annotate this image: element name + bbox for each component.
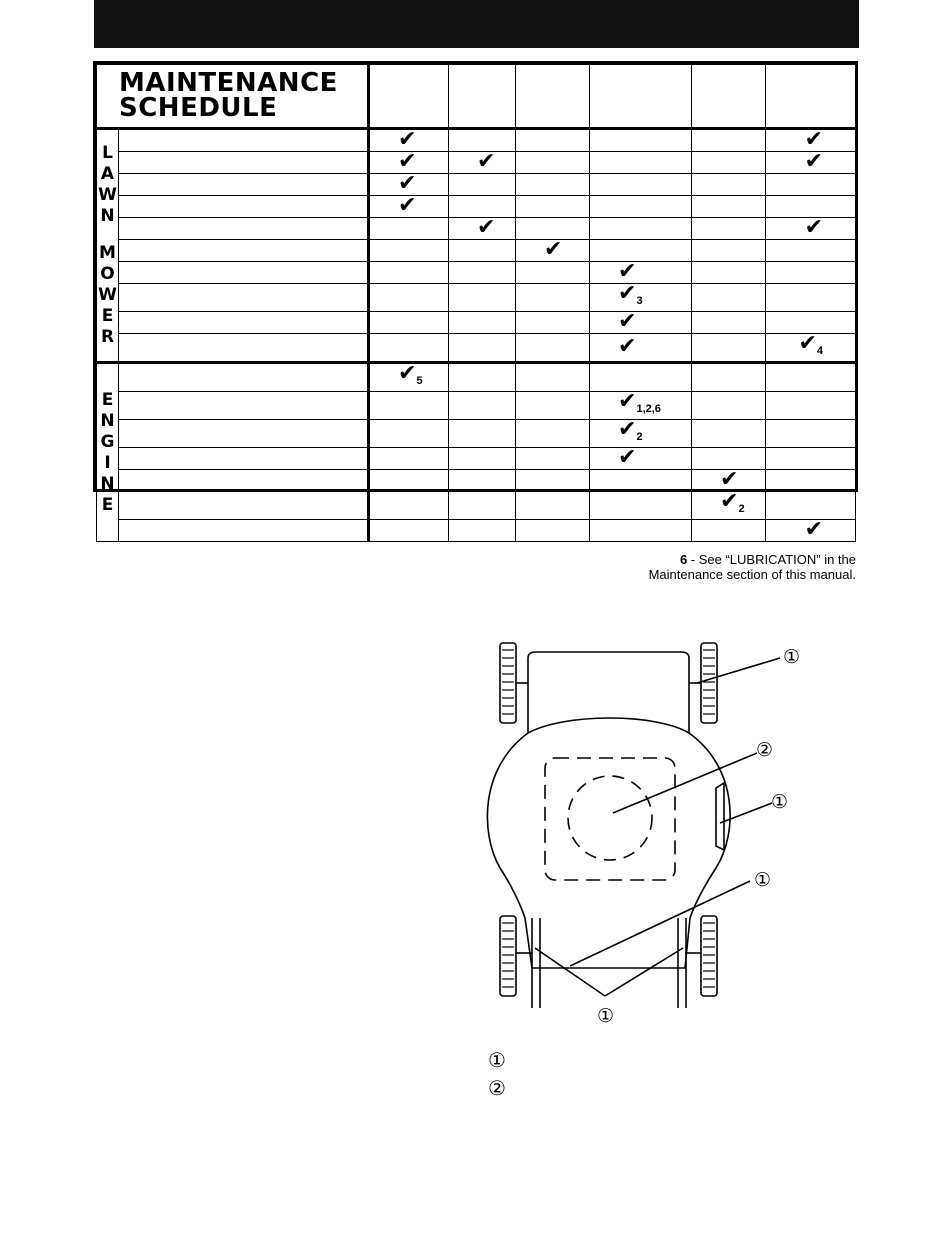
task-cell xyxy=(119,240,369,262)
footnote-line1: - See “LUBRICATION” in the xyxy=(687,552,856,567)
interval-cell xyxy=(449,420,516,448)
checkmark-icon xyxy=(720,489,745,514)
checkmark-icon xyxy=(618,417,643,442)
section-label-letter: G xyxy=(100,431,115,452)
interval-cell xyxy=(516,174,590,196)
interval-cell xyxy=(692,174,766,196)
footnote-ref: 1,2,6 xyxy=(636,403,661,415)
checkmark-icon xyxy=(805,517,823,542)
section-label-letter: I xyxy=(104,452,111,473)
interval-cell xyxy=(590,218,692,240)
callout-1-front-axle: ① xyxy=(754,869,772,891)
checkmark-icon xyxy=(618,389,661,414)
interval-cell xyxy=(766,392,856,420)
section-label-letter: E xyxy=(101,389,114,410)
interval-cell xyxy=(692,420,766,448)
interval-cell xyxy=(692,489,766,520)
interval-cell xyxy=(449,149,516,174)
footnote-ref: 2 xyxy=(636,431,643,443)
maintenance-schedule-table xyxy=(93,61,858,542)
footnote-ref: 5 xyxy=(416,375,423,387)
task-cell xyxy=(119,392,369,420)
interval-cell xyxy=(516,363,590,392)
interval-cell xyxy=(369,520,449,542)
interval-cell xyxy=(590,445,692,470)
footnote-number: 6 xyxy=(679,552,688,567)
task-cell xyxy=(119,174,369,196)
interval-cell xyxy=(516,312,590,334)
interval-cell xyxy=(449,334,516,363)
schedule-title xyxy=(97,65,369,129)
checkmark-glyph: ✔ xyxy=(398,361,417,386)
interval-cell xyxy=(449,284,516,312)
interval-cell xyxy=(516,520,590,542)
callout-1-front-wheels: ① xyxy=(597,1005,615,1027)
header-bar xyxy=(94,0,859,48)
interval-cell xyxy=(516,152,590,174)
lawn-mower-row xyxy=(97,240,856,262)
checkmark-glyph: ✔ xyxy=(618,309,637,334)
interval-cell xyxy=(692,262,766,284)
engine-row xyxy=(97,392,856,420)
checkmark-icon xyxy=(544,237,562,262)
interval-cell xyxy=(766,215,856,240)
engine-row xyxy=(97,448,856,470)
interval-cell xyxy=(766,448,856,470)
checkmark-glyph: ✔ xyxy=(398,193,417,218)
interval-cell xyxy=(449,215,516,240)
checkmark-glyph: ✔ xyxy=(804,149,824,174)
interval-cell xyxy=(766,284,856,312)
interval-cell xyxy=(766,240,856,262)
section-label-letter: R xyxy=(100,327,115,347)
interval-cell xyxy=(449,312,516,334)
checkmark-glyph: ✔ xyxy=(804,215,824,240)
section-label-letter xyxy=(97,227,118,243)
interval-cell xyxy=(766,174,856,196)
checkmark-icon xyxy=(798,331,823,356)
section-label-letter: L xyxy=(102,143,113,163)
interval-cell xyxy=(590,520,692,542)
section-label-letter: W xyxy=(98,285,117,305)
section-label-letter: N xyxy=(100,473,115,494)
checkmark-glyph: ✔ xyxy=(398,127,417,152)
interval-cell xyxy=(590,129,692,152)
callout-1-chute: ① xyxy=(771,791,789,813)
interval-cell xyxy=(692,520,766,542)
section-label-engine xyxy=(97,363,119,542)
interval-cell xyxy=(766,420,856,448)
interval-cell xyxy=(692,152,766,174)
checkmark-glyph: ✔ xyxy=(798,331,817,356)
interval-cell xyxy=(516,196,590,218)
interval-cell xyxy=(449,174,516,196)
footnote-ref: 4 xyxy=(816,345,824,357)
interval-cell xyxy=(692,392,766,420)
interval-cell xyxy=(369,193,449,218)
interval-cell xyxy=(449,240,516,262)
section-label-lawn-mower xyxy=(97,129,119,363)
legend-item-1: ① xyxy=(488,1050,506,1072)
interval-cell xyxy=(369,392,449,420)
interval-cell xyxy=(369,262,449,284)
interval-cell xyxy=(516,334,590,363)
interval-cell xyxy=(590,363,692,392)
interval-cell xyxy=(590,309,692,334)
interval-cell xyxy=(692,284,766,312)
interval-header-6 xyxy=(766,65,856,129)
interval-cell xyxy=(449,363,516,392)
interval-cell xyxy=(590,152,692,174)
interval-cell xyxy=(692,196,766,218)
interval-cell xyxy=(449,392,516,420)
interval-cell xyxy=(369,420,449,448)
interval-cell xyxy=(369,312,449,334)
interval-cell xyxy=(516,448,590,470)
interval-cell xyxy=(369,363,449,392)
section-label-letter: N xyxy=(100,410,115,431)
interval-cell xyxy=(692,363,766,392)
interval-cell xyxy=(449,520,516,542)
interval-cell xyxy=(766,331,856,363)
task-cell xyxy=(119,420,369,448)
checkmark-icon xyxy=(805,149,823,174)
checkmark-glyph: ✔ xyxy=(544,237,563,262)
interval-cell xyxy=(692,312,766,334)
task-cell xyxy=(119,470,369,492)
interval-header-1 xyxy=(369,65,449,129)
interval-cell xyxy=(692,129,766,152)
interval-cell xyxy=(369,284,449,312)
interval-cell xyxy=(369,334,449,363)
task-cell xyxy=(119,334,369,363)
interval-cell xyxy=(516,129,590,152)
task-cell xyxy=(119,152,369,174)
section-label-letter: A xyxy=(100,164,115,184)
interval-header-5 xyxy=(692,65,766,129)
section-label-letter: E xyxy=(101,306,114,326)
section-label-letter: W xyxy=(98,185,117,205)
footnote-ref: 3 xyxy=(636,295,643,307)
interval-cell xyxy=(449,448,516,470)
checkmark-icon xyxy=(618,334,636,359)
interval-cell xyxy=(766,149,856,174)
interval-cell xyxy=(692,218,766,240)
schedule-title-line1: MAINTENANCE xyxy=(119,68,338,98)
interval-cell xyxy=(516,492,590,520)
engine-row xyxy=(97,520,856,542)
interval-cell xyxy=(516,420,590,448)
interval-cell xyxy=(590,174,692,196)
interval-cell xyxy=(449,492,516,520)
checkmark-icon xyxy=(398,361,423,386)
interval-cell xyxy=(590,492,692,520)
checkmark-glyph: ✔ xyxy=(618,259,637,284)
checkmark-glyph: ✔ xyxy=(398,171,417,196)
checkmark-icon xyxy=(398,193,416,218)
task-cell xyxy=(119,262,369,284)
task-cell xyxy=(119,363,369,392)
task-cell xyxy=(119,312,369,334)
checkmark-icon xyxy=(805,215,823,240)
task-cell xyxy=(119,129,369,152)
lawn-mower-row xyxy=(97,152,856,174)
lawn-mower-row xyxy=(97,262,856,284)
interval-cell xyxy=(590,470,692,492)
interval-cell xyxy=(766,492,856,520)
interval-cell xyxy=(369,218,449,240)
checkmark-glyph: ✔ xyxy=(618,389,637,414)
interval-cell xyxy=(590,281,692,312)
interval-cell xyxy=(692,334,766,363)
interval-cell xyxy=(590,196,692,218)
interval-cell xyxy=(766,363,856,392)
interval-header-4 xyxy=(590,65,692,129)
interval-cell xyxy=(369,448,449,470)
footnote-line2: Maintenance section of this manual. xyxy=(648,567,856,582)
checkmark-glyph: ✔ xyxy=(477,149,496,174)
checkmark-icon xyxy=(477,215,495,240)
lawn-mower-row xyxy=(97,312,856,334)
task-cell xyxy=(119,492,369,520)
interval-cell xyxy=(766,262,856,284)
lawn-mower-row xyxy=(97,174,856,196)
interval-cell xyxy=(590,334,692,363)
interval-cell xyxy=(516,470,590,492)
checkmark-glyph: ✔ xyxy=(804,127,824,152)
lawn-mower-row xyxy=(97,129,856,152)
checkmark-icon xyxy=(618,445,636,470)
task-cell xyxy=(119,520,369,542)
task-cell xyxy=(119,218,369,240)
checkmark-icon xyxy=(618,281,643,306)
section-label-letter: M xyxy=(99,243,116,263)
checkmark-icon xyxy=(618,309,636,334)
engine-row xyxy=(97,363,856,392)
task-cell xyxy=(119,448,369,470)
mower-diagram xyxy=(480,628,840,1038)
callout-2-blade: ② xyxy=(756,739,774,761)
interval-cell xyxy=(369,240,449,262)
checkmark-glyph: ✔ xyxy=(398,149,417,174)
interval-cell xyxy=(369,492,449,520)
lawn-mower-row xyxy=(97,334,856,363)
checkmark-glyph: ✔ xyxy=(618,417,637,442)
schedule-header-row xyxy=(97,65,856,129)
checkmark-glyph: ✔ xyxy=(477,215,496,240)
interval-cell xyxy=(516,237,590,262)
checkmark-icon xyxy=(477,149,495,174)
engine-row xyxy=(97,492,856,520)
checkmark-glyph: ✔ xyxy=(618,281,637,306)
checkmark-glyph: ✔ xyxy=(720,489,739,514)
interval-cell xyxy=(766,517,856,542)
interval-cell xyxy=(516,392,590,420)
lawn-mower-row xyxy=(97,218,856,240)
lawn-mower-row xyxy=(97,284,856,312)
task-cell xyxy=(119,196,369,218)
checkmark-glyph: ✔ xyxy=(618,445,637,470)
interval-header-2 xyxy=(449,65,516,129)
schedule-title-line2: SCHEDULE xyxy=(119,93,278,123)
interval-cell xyxy=(516,262,590,284)
section-label-letter: O xyxy=(100,264,115,284)
task-cell xyxy=(119,284,369,312)
interval-cell xyxy=(590,240,692,262)
lawn-mower-row xyxy=(97,196,856,218)
interval-cell xyxy=(449,470,516,492)
interval-cell xyxy=(516,284,590,312)
engine-row xyxy=(97,420,856,448)
callout-1-rear-wheel: ① xyxy=(783,646,801,668)
checkmark-glyph: ✔ xyxy=(720,467,739,492)
section-label-letter: E xyxy=(101,494,114,515)
section-label-letter: N xyxy=(100,206,115,226)
interval-header-3 xyxy=(516,65,590,129)
legend-item-2: ② xyxy=(488,1078,506,1100)
interval-cell xyxy=(369,470,449,492)
interval-cell xyxy=(590,389,692,420)
diagram-legend xyxy=(488,1047,506,1103)
interval-cell xyxy=(590,417,692,448)
checkmark-glyph: ✔ xyxy=(618,334,637,359)
footnote-6 xyxy=(649,552,856,582)
footnote-ref: 2 xyxy=(738,503,745,515)
checkmark-glyph: ✔ xyxy=(804,517,824,542)
interval-cell xyxy=(692,240,766,262)
interval-cell xyxy=(449,262,516,284)
interval-cell xyxy=(766,470,856,492)
